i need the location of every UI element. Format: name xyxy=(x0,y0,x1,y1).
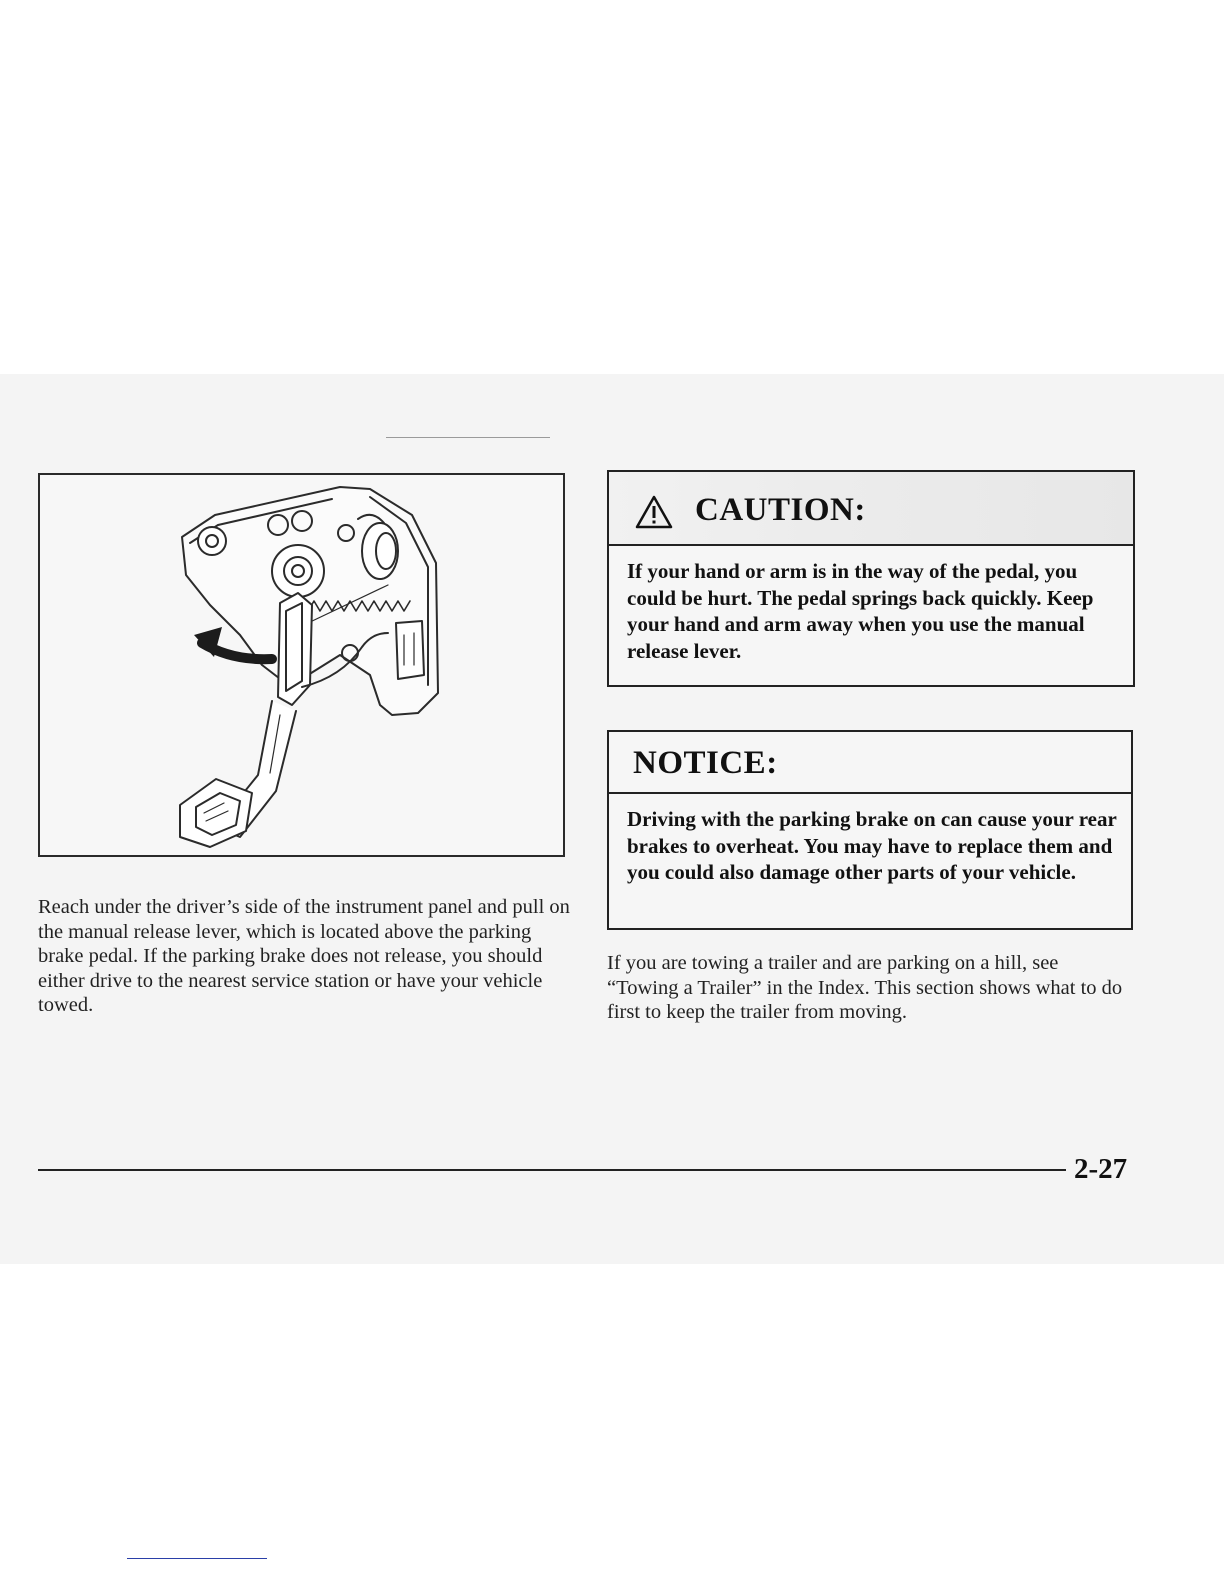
top-rule xyxy=(386,437,550,438)
bottom-link-underline xyxy=(127,1558,267,1559)
towing-reference-paragraph: If you are towing a trailer and are parking on a hill, see “Towing a Trailer” in the Index. This section shows what to do first to keep the trailer from moving. xyxy=(607,952,1123,1023)
notice-title: NOTICE: xyxy=(633,745,778,781)
notice-header xyxy=(609,732,1131,794)
footer-rule xyxy=(38,1169,1066,1171)
caution-title: CAUTION: xyxy=(695,492,866,528)
parking-brake-pedal-drawing xyxy=(40,475,563,855)
caution-box xyxy=(607,470,1135,687)
notice-text: Driving with the parking brake on can cause your rear brakes to overheat. You may have to replace them and you could also damage other parts of your vehicle. xyxy=(627,807,1117,884)
parking-brake-illustration xyxy=(38,473,565,857)
warning-triangle-icon xyxy=(634,494,674,535)
notice-box xyxy=(607,730,1133,930)
release-instructions-paragraph: Reach under the driver’s side of the instrument panel and pull on the manual release lever, which is located above the parking brake pedal. If the parking brake does not release, you should either drive to the nearest service station or have your vehicle towed. xyxy=(38,896,570,1016)
caution-header xyxy=(609,472,1133,546)
page-number: 2-27 xyxy=(1074,1153,1128,1185)
caution-text: If your hand or arm is in the way of the pedal, you could be hurt. The pedal springs back quickly. Keep your hand and arm away when you use the manual release lever. xyxy=(627,559,1094,663)
